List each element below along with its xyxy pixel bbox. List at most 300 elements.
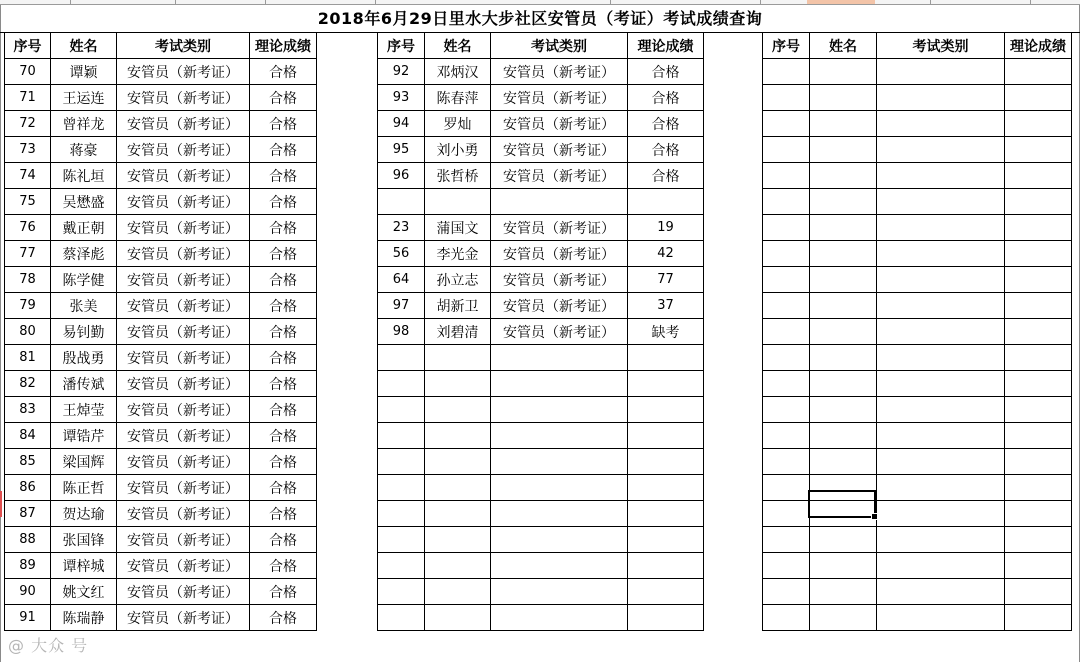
cell-serial[interactable]: 85 xyxy=(5,449,51,475)
cell-serial[interactable]: 83 xyxy=(5,397,51,423)
cell-exam-type[interactable] xyxy=(491,189,628,215)
cell-exam-type[interactable] xyxy=(491,397,628,423)
cell-theory-score[interactable]: 合格 xyxy=(250,605,317,631)
cell-exam-type[interactable]: 安管员（新考证） xyxy=(491,293,628,319)
cell-theory-score[interactable] xyxy=(1005,189,1072,215)
cell-name[interactable] xyxy=(425,501,491,527)
cell-exam-type[interactable]: 安管员（新考证） xyxy=(491,241,628,267)
cell-theory-score[interactable]: 77 xyxy=(628,267,704,293)
cell-exam-type[interactable] xyxy=(877,475,1005,501)
cell-serial[interactable] xyxy=(763,371,810,397)
cell-name[interactable]: 李光金 xyxy=(425,241,491,267)
cell-serial[interactable]: 97 xyxy=(378,293,425,319)
cell-name[interactable]: 蒲国文 xyxy=(425,215,491,241)
cell-exam-type[interactable] xyxy=(877,449,1005,475)
cell-exam-type[interactable]: 安管员（新考证） xyxy=(117,423,250,449)
table-row xyxy=(378,423,704,449)
cell-serial[interactable]: 98 xyxy=(378,319,425,345)
cell-serial[interactable]: 73 xyxy=(5,137,51,163)
table-row xyxy=(5,475,317,501)
cell-theory-score[interactable] xyxy=(1005,527,1072,553)
cell-serial[interactable]: 89 xyxy=(5,553,51,579)
cell-name[interactable] xyxy=(810,137,877,163)
cell-theory-score[interactable]: 合格 xyxy=(250,241,317,267)
cell-name[interactable] xyxy=(810,163,877,189)
row-highlight-marker xyxy=(0,491,2,517)
cell-theory-score[interactable] xyxy=(1005,215,1072,241)
cell-name[interactable] xyxy=(810,553,877,579)
cell-theory-score[interactable] xyxy=(628,475,704,501)
cell-name[interactable]: 王运连 xyxy=(51,85,117,111)
cell-theory-score[interactable]: 合格 xyxy=(628,163,704,189)
cell-serial[interactable] xyxy=(763,605,810,631)
cell-serial[interactable]: 92 xyxy=(378,59,425,85)
cell-serial[interactable] xyxy=(378,475,425,501)
cell-theory-score[interactable] xyxy=(628,397,704,423)
table-row xyxy=(378,501,704,527)
table-row xyxy=(378,293,704,319)
cell-name[interactable]: 张哲桥 xyxy=(425,163,491,189)
cell-serial[interactable] xyxy=(763,111,810,137)
table-row xyxy=(763,85,1072,111)
cell-theory-score[interactable] xyxy=(628,371,704,397)
cell-exam-type[interactable]: 安管员（新考证） xyxy=(117,85,250,111)
table-row xyxy=(378,215,704,241)
cell-serial[interactable]: 86 xyxy=(5,475,51,501)
cell-theory-score[interactable]: 合格 xyxy=(250,553,317,579)
cell-exam-type[interactable] xyxy=(877,267,1005,293)
cell-theory-score[interactable]: 合格 xyxy=(250,293,317,319)
table-row xyxy=(5,553,317,579)
cell-name[interactable]: 梁国辉 xyxy=(51,449,117,475)
cell-theory-score[interactable] xyxy=(1005,371,1072,397)
cell-exam-type[interactable]: 安管员（新考证） xyxy=(117,59,250,85)
cell-name[interactable]: 殷战勇 xyxy=(51,345,117,371)
cell-name[interactable]: 潘传斌 xyxy=(51,371,117,397)
cell-exam-type[interactable] xyxy=(877,397,1005,423)
cell-exam-type[interactable]: 安管员（新考证） xyxy=(117,527,250,553)
cell-name[interactable] xyxy=(810,319,877,345)
cell-exam-type[interactable]: 安管员（新考证） xyxy=(117,241,250,267)
cell-name[interactable] xyxy=(425,397,491,423)
cell-name[interactable]: 张国锋 xyxy=(51,527,117,553)
table-row xyxy=(763,423,1072,449)
cell-theory-score[interactable]: 合格 xyxy=(250,527,317,553)
cell-exam-type[interactable] xyxy=(877,163,1005,189)
cell-serial[interactable] xyxy=(763,189,810,215)
cell-name[interactable]: 孙立志 xyxy=(425,267,491,293)
cell-name[interactable] xyxy=(810,59,877,85)
cell-exam-type[interactable]: 安管员（新考证） xyxy=(117,189,250,215)
cell-theory-score[interactable]: 合格 xyxy=(250,449,317,475)
cell-theory-score[interactable] xyxy=(628,501,704,527)
cell-theory-score[interactable]: 合格 xyxy=(250,501,317,527)
cell-exam-type[interactable] xyxy=(877,319,1005,345)
cell-name[interactable]: 蒋豪 xyxy=(51,137,117,163)
cell-name[interactable] xyxy=(810,189,877,215)
cell-exam-type[interactable] xyxy=(491,527,628,553)
cell-exam-type[interactable] xyxy=(491,423,628,449)
cell-name[interactable]: 陈礼垣 xyxy=(51,163,117,189)
cell-exam-type[interactable] xyxy=(491,449,628,475)
results-table-2 xyxy=(377,32,704,631)
cell-exam-type[interactable]: 安管员（新考证） xyxy=(491,215,628,241)
header-exam-type[interactable]: 考试类别 xyxy=(491,33,628,59)
cell-serial[interactable] xyxy=(763,449,810,475)
cell-exam-type[interactable] xyxy=(877,189,1005,215)
cell-theory-score[interactable] xyxy=(1005,267,1072,293)
cell-serial[interactable] xyxy=(378,605,425,631)
cell-theory-score[interactable] xyxy=(1005,137,1072,163)
cell-serial[interactable] xyxy=(378,397,425,423)
cell-name[interactable] xyxy=(425,423,491,449)
cell-name[interactable]: 曾祥龙 xyxy=(51,111,117,137)
header-serial[interactable]: 序号 xyxy=(378,33,425,59)
cell-theory-score[interactable] xyxy=(628,189,704,215)
cell-theory-score[interactable] xyxy=(1005,241,1072,267)
cell-exam-type[interactable]: 安管员（新考证） xyxy=(117,371,250,397)
cell-exam-type[interactable] xyxy=(877,241,1005,267)
cell-exam-type[interactable] xyxy=(877,345,1005,371)
cell-theory-score[interactable]: 合格 xyxy=(250,85,317,111)
cell-name[interactable]: 陈正哲 xyxy=(51,475,117,501)
header-exam-type[interactable]: 考试类别 xyxy=(877,33,1005,59)
cell-name[interactable]: 贺达瑜 xyxy=(51,501,117,527)
cell-exam-type[interactable]: 安管员（新考证） xyxy=(117,397,250,423)
cell-serial[interactable] xyxy=(378,371,425,397)
cell-exam-type[interactable]: 安管员（新考证） xyxy=(491,85,628,111)
table-row xyxy=(378,59,704,85)
cell-theory-score[interactable] xyxy=(628,423,704,449)
cell-serial[interactable]: 71 xyxy=(5,85,51,111)
cell-theory-score[interactable]: 合格 xyxy=(250,579,317,605)
cell-name[interactable]: 张美 xyxy=(51,293,117,319)
cell-exam-type[interactable]: 安管员（新考证） xyxy=(117,605,250,631)
cell-serial[interactable] xyxy=(763,475,810,501)
cell-name[interactable]: 谭颖 xyxy=(51,59,117,85)
header-name[interactable]: 姓名 xyxy=(425,33,491,59)
cell-serial[interactable] xyxy=(763,319,810,345)
cell-exam-type[interactable]: 安管员（新考证） xyxy=(117,111,250,137)
cell-name[interactable] xyxy=(810,215,877,241)
cell-theory-score[interactable]: 37 xyxy=(628,293,704,319)
cell-name[interactable] xyxy=(425,579,491,605)
cell-theory-score[interactable]: 合格 xyxy=(250,163,317,189)
header-theory-score[interactable]: 理论成绩 xyxy=(250,33,317,59)
cell-theory-score[interactable]: 合格 xyxy=(250,59,317,85)
cell-theory-score[interactable]: 合格 xyxy=(628,137,704,163)
cell-serial[interactable] xyxy=(763,215,810,241)
cell-name[interactable]: 刘小勇 xyxy=(425,137,491,163)
cell-name[interactable] xyxy=(810,605,877,631)
cell-serial[interactable]: 82 xyxy=(5,371,51,397)
cell-serial[interactable]: 77 xyxy=(5,241,51,267)
cell-serial[interactable] xyxy=(763,579,810,605)
cell-theory-score[interactable]: 合格 xyxy=(250,137,317,163)
table-row xyxy=(763,267,1072,293)
header-name[interactable]: 姓名 xyxy=(51,33,117,59)
table-row xyxy=(763,527,1072,553)
cell-exam-type[interactable] xyxy=(877,605,1005,631)
cell-serial[interactable]: 95 xyxy=(378,137,425,163)
cell-theory-score[interactable] xyxy=(1005,475,1072,501)
cell-serial[interactable] xyxy=(763,85,810,111)
cell-exam-type[interactable]: 安管员（新考证） xyxy=(491,319,628,345)
header-serial[interactable]: 序号 xyxy=(763,33,810,59)
cell-theory-score[interactable]: 合格 xyxy=(250,267,317,293)
cell-serial[interactable] xyxy=(763,59,810,85)
cell-name[interactable] xyxy=(810,85,877,111)
cell-theory-score[interactable] xyxy=(1005,579,1072,605)
cell-exam-type[interactable] xyxy=(877,423,1005,449)
cell-exam-type[interactable]: 安管员（新考证） xyxy=(117,267,250,293)
cell-serial[interactable] xyxy=(763,163,810,189)
table-row xyxy=(5,345,317,371)
cell-serial[interactable]: 23 xyxy=(378,215,425,241)
results-block-2 xyxy=(377,32,704,631)
cell-exam-type[interactable]: 安管员（新考证） xyxy=(491,111,628,137)
cell-name[interactable] xyxy=(425,189,491,215)
cell-theory-score[interactable] xyxy=(1005,449,1072,475)
cell-serial[interactable]: 80 xyxy=(5,319,51,345)
cell-name[interactable]: 吴懋盛 xyxy=(51,189,117,215)
cell-theory-score[interactable] xyxy=(1005,293,1072,319)
cell-name[interactable]: 邓炳汉 xyxy=(425,59,491,85)
cell-theory-score[interactable] xyxy=(628,553,704,579)
cell-exam-type[interactable] xyxy=(877,501,1005,527)
header-theory-score[interactable]: 理论成绩 xyxy=(628,33,704,59)
cell-serial[interactable] xyxy=(763,267,810,293)
cell-serial[interactable]: 90 xyxy=(5,579,51,605)
cell-name[interactable] xyxy=(425,371,491,397)
cell-serial[interactable] xyxy=(378,501,425,527)
cell-exam-type[interactable] xyxy=(491,579,628,605)
cell-serial[interactable] xyxy=(763,397,810,423)
cell-exam-type[interactable] xyxy=(491,605,628,631)
cell-theory-score[interactable]: 合格 xyxy=(250,111,317,137)
cell-exam-type[interactable] xyxy=(877,579,1005,605)
cell-name[interactable]: 蔡泽彪 xyxy=(51,241,117,267)
cell-name[interactable] xyxy=(810,527,877,553)
cell-exam-type[interactable]: 安管员（新考证） xyxy=(117,579,250,605)
cell-theory-score[interactable] xyxy=(1005,163,1072,189)
cell-name[interactable] xyxy=(425,605,491,631)
table-row xyxy=(5,85,317,111)
cell-theory-score[interactable]: 合格 xyxy=(250,371,317,397)
cell-serial[interactable] xyxy=(378,189,425,215)
cell-name[interactable] xyxy=(810,345,877,371)
cell-exam-type[interactable]: 安管员（新考证） xyxy=(117,501,250,527)
cell-name[interactable]: 易钊勤 xyxy=(51,319,117,345)
cell-name[interactable]: 陈学健 xyxy=(51,267,117,293)
cell-serial[interactable]: 88 xyxy=(5,527,51,553)
cell-exam-type[interactable]: 安管员（新考证） xyxy=(117,553,250,579)
cell-serial[interactable] xyxy=(378,345,425,371)
cell-name[interactable]: 陈瑞静 xyxy=(51,605,117,631)
cell-exam-type[interactable] xyxy=(877,553,1005,579)
cell-exam-type[interactable]: 安管员（新考证） xyxy=(491,59,628,85)
cell-name[interactable] xyxy=(425,527,491,553)
cell-exam-type[interactable]: 安管员（新考证） xyxy=(117,449,250,475)
cell-theory-score[interactable]: 合格 xyxy=(250,475,317,501)
cell-serial[interactable] xyxy=(763,137,810,163)
cell-theory-score[interactable]: 合格 xyxy=(250,215,317,241)
cell-exam-type[interactable] xyxy=(877,137,1005,163)
cell-theory-score[interactable] xyxy=(1005,345,1072,371)
cell-exam-type[interactable]: 安管员（新考证） xyxy=(117,319,250,345)
table-row xyxy=(763,371,1072,397)
table-row xyxy=(5,111,317,137)
cell-name[interactable]: 陈春萍 xyxy=(425,85,491,111)
cell-theory-score[interactable]: 合格 xyxy=(250,423,317,449)
header-theory-score[interactable]: 理论成绩 xyxy=(1005,33,1072,59)
cell-exam-type[interactable] xyxy=(877,527,1005,553)
cell-name[interactable] xyxy=(425,449,491,475)
cell-name[interactable]: 戴正朝 xyxy=(51,215,117,241)
cell-serial[interactable] xyxy=(763,423,810,449)
cell-serial[interactable] xyxy=(378,579,425,605)
cell-name[interactable]: 胡新卫 xyxy=(425,293,491,319)
cell-exam-type[interactable] xyxy=(877,59,1005,85)
cell-serial[interactable]: 64 xyxy=(378,267,425,293)
cell-serial[interactable]: 56 xyxy=(378,241,425,267)
cell-theory-score[interactable]: 缺考 xyxy=(628,319,704,345)
cell-theory-score[interactable]: 合格 xyxy=(250,319,317,345)
cell-serial[interactable] xyxy=(763,501,810,527)
cell-theory-score[interactable] xyxy=(1005,423,1072,449)
cell-exam-type[interactable]: 安管员（新考证） xyxy=(117,163,250,189)
cell-serial[interactable]: 74 xyxy=(5,163,51,189)
cell-name[interactable] xyxy=(810,423,877,449)
cell-name[interactable] xyxy=(810,371,877,397)
cell-theory-score[interactable] xyxy=(1005,501,1072,527)
cell-name[interactable] xyxy=(810,267,877,293)
table-row xyxy=(5,189,317,215)
cell-name[interactable] xyxy=(810,293,877,319)
cell-name[interactable] xyxy=(810,397,877,423)
cell-exam-type[interactable] xyxy=(877,215,1005,241)
cell-serial[interactable]: 96 xyxy=(378,163,425,189)
cell-theory-score[interactable] xyxy=(628,579,704,605)
cell-exam-type[interactable] xyxy=(877,371,1005,397)
cell-exam-type[interactable]: 安管员（新考证） xyxy=(117,345,250,371)
cell-theory-score[interactable] xyxy=(1005,59,1072,85)
table-row xyxy=(378,319,704,345)
cell-exam-type[interactable]: 安管员（新考证） xyxy=(117,293,250,319)
cell-theory-score[interactable]: 合格 xyxy=(628,59,704,85)
cell-name[interactable]: 谭锆芹 xyxy=(51,423,117,449)
cell-theory-score[interactable] xyxy=(1005,319,1072,345)
cell-serial[interactable]: 81 xyxy=(5,345,51,371)
cell-theory-score[interactable]: 合格 xyxy=(250,397,317,423)
cell-exam-type[interactable] xyxy=(491,553,628,579)
cell-theory-score[interactable]: 合格 xyxy=(628,85,704,111)
cell-name[interactable] xyxy=(810,449,877,475)
cell-serial[interactable]: 72 xyxy=(5,111,51,137)
cell-serial[interactable] xyxy=(378,423,425,449)
cell-theory-score[interactable] xyxy=(628,527,704,553)
cell-theory-score[interactable] xyxy=(1005,397,1072,423)
table-row xyxy=(763,319,1072,345)
cell-name[interactable]: 刘碧清 xyxy=(425,319,491,345)
cell-name[interactable] xyxy=(810,501,877,527)
cell-name[interactable] xyxy=(810,241,877,267)
cell-serial[interactable]: 75 xyxy=(5,189,51,215)
cell-name[interactable]: 姚文红 xyxy=(51,579,117,605)
cell-theory-score[interactable] xyxy=(1005,111,1072,137)
cell-exam-type[interactable] xyxy=(491,371,628,397)
cell-exam-type[interactable] xyxy=(877,111,1005,137)
cell-serial[interactable]: 93 xyxy=(378,85,425,111)
cell-serial[interactable] xyxy=(763,241,810,267)
cell-exam-type[interactable]: 安管员（新考证） xyxy=(491,137,628,163)
cell-name[interactable] xyxy=(425,553,491,579)
cell-exam-type[interactable]: 安管员（新考证） xyxy=(117,475,250,501)
cell-exam-type[interactable] xyxy=(491,475,628,501)
cell-exam-type[interactable]: 安管员（新考证） xyxy=(491,267,628,293)
cell-exam-type[interactable] xyxy=(877,293,1005,319)
cell-serial[interactable] xyxy=(378,527,425,553)
cell-theory-score[interactable] xyxy=(1005,85,1072,111)
cell-theory-score[interactable] xyxy=(628,345,704,371)
cell-serial[interactable]: 79 xyxy=(5,293,51,319)
cell-name[interactable]: 谭梓城 xyxy=(51,553,117,579)
cell-serial[interactable] xyxy=(763,527,810,553)
cell-serial[interactable] xyxy=(378,553,425,579)
header-name[interactable]: 姓名 xyxy=(810,33,877,59)
cell-serial[interactable] xyxy=(763,553,810,579)
cell-serial[interactable]: 76 xyxy=(5,215,51,241)
cell-theory-score[interactable]: 42 xyxy=(628,241,704,267)
cell-name[interactable] xyxy=(425,475,491,501)
cell-serial[interactable]: 78 xyxy=(5,267,51,293)
cell-exam-type[interactable] xyxy=(491,345,628,371)
cell-name[interactable] xyxy=(425,345,491,371)
cell-theory-score[interactable] xyxy=(628,605,704,631)
cell-exam-type[interactable] xyxy=(877,85,1005,111)
table-row xyxy=(5,163,317,189)
cell-theory-score[interactable]: 合格 xyxy=(628,111,704,137)
cell-theory-score[interactable]: 合格 xyxy=(250,345,317,371)
header-serial[interactable]: 序号 xyxy=(5,33,51,59)
cell-theory-score[interactable]: 19 xyxy=(628,215,704,241)
cell-exam-type[interactable]: 安管员（新考证） xyxy=(117,215,250,241)
cell-serial[interactable]: 87 xyxy=(5,501,51,527)
cell-name[interactable]: 王焯莹 xyxy=(51,397,117,423)
cell-serial[interactable]: 91 xyxy=(5,605,51,631)
cell-theory-score[interactable]: 合格 xyxy=(250,189,317,215)
cell-serial[interactable] xyxy=(378,449,425,475)
table-row xyxy=(5,59,317,85)
cell-name[interactable] xyxy=(810,475,877,501)
cell-exam-type[interactable]: 安管员（新考证） xyxy=(491,163,628,189)
cell-exam-type[interactable]: 安管员（新考证） xyxy=(117,137,250,163)
cell-theory-score[interactable] xyxy=(1005,605,1072,631)
cell-serial[interactable]: 70 xyxy=(5,59,51,85)
cell-name[interactable] xyxy=(810,111,877,137)
cell-serial[interactable]: 94 xyxy=(378,111,425,137)
cell-theory-score[interactable] xyxy=(1005,553,1072,579)
cell-theory-score[interactable] xyxy=(628,449,704,475)
cell-serial[interactable]: 84 xyxy=(5,423,51,449)
cell-serial[interactable] xyxy=(763,345,810,371)
cell-exam-type[interactable] xyxy=(491,501,628,527)
cell-name[interactable] xyxy=(810,579,877,605)
cell-serial[interactable] xyxy=(763,293,810,319)
table-row xyxy=(378,371,704,397)
header-exam-type[interactable]: 考试类别 xyxy=(117,33,250,59)
cell-name[interactable]: 罗灿 xyxy=(425,111,491,137)
